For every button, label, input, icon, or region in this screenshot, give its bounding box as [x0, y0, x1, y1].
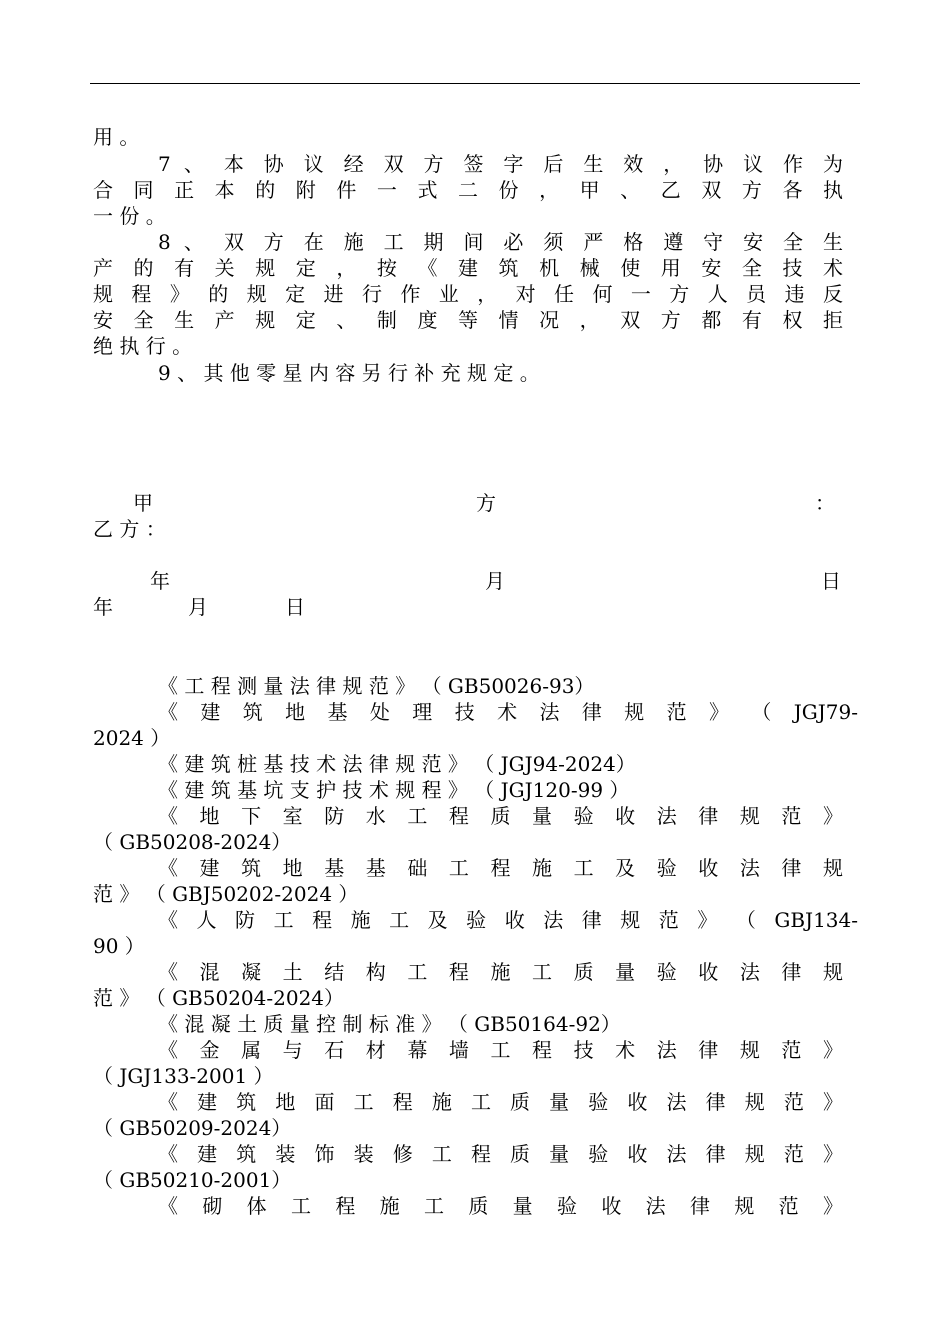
reference-item-cont: 范 》 （ GB50204-2024）	[93, 986, 345, 1010]
reference-item-cont: 范 》 （ GBJ50202-2024 ）	[93, 882, 359, 906]
clause-line: 一 份 。	[93, 204, 166, 228]
reference-item: 《 混 凝 土 质 量 控 制 标 准 》 （ GB50164-92）	[158, 1012, 621, 1036]
reference-item-cont: （ GB50208-2024）	[93, 830, 292, 854]
clause-line: 安 全 生 产 规 定 、 制 度 等 情 况 ， 双 方 都 有 权 拒	[93, 308, 843, 332]
reference-item: 《 建 筑 基 坑 支 护 技 术 规 程 》 （ JGJ120-99 ）	[158, 778, 630, 802]
day-label: 日	[821, 569, 841, 593]
reference-item: 《 建 筑 地 基 处 理 技 术 法 律 规 范 》 （ JGJ79-	[158, 700, 858, 724]
year-label: 年	[93, 595, 113, 619]
party-b-line: 乙 方 ：	[93, 517, 166, 541]
clause-line: 绝 执 行 。	[93, 334, 193, 358]
reference-item: 《 建 筑 装 饰 装 修 工 程 质 量 验 收 法 律 规 范 》	[158, 1142, 843, 1166]
clause-line: 规 程 》 的 规 定 进 行 作 业 ， 对 任 何 一 方 人 员 违 反	[93, 282, 843, 306]
month-label: 月	[485, 569, 505, 593]
reference-item: 《 工 程 测 量 法 律 规 范 》 （ GB50026-93）	[158, 674, 595, 698]
clause-8-line: 8 、 双 方 在 施 工 期 间 必 须 严 格 遵 守 安 全 生	[158, 230, 843, 254]
reference-item: 《 建 筑 地 面 工 程 施 工 质 量 验 收 法 律 规 范 》	[158, 1090, 843, 1114]
reference-item: 《 建 筑 桩 基 技 术 法 律 规 范 》 （ JGJ94-2024）	[158, 752, 636, 776]
reference-item-cont: 2024 ）	[93, 726, 171, 750]
reference-item: 《 建 筑 地 基 基 础 工 程 施 工 及 验 收 法 律 规	[158, 856, 843, 880]
clause-7-line: 7 、 本 协 议 经 双 方 签 字 后 生 效 ， 协 议 作 为	[158, 152, 843, 176]
reference-item-cont: （ GB50210-2001）	[93, 1168, 292, 1192]
reference-item: 《 砌 体 工 程 施 工 质 量 验 收 法 律 规 范 》	[158, 1194, 843, 1218]
party-a-colon: ：	[815, 491, 835, 515]
clause-line: 产 的 有 关 规 定 ， 按 《 建 筑 机 械 使 用 安 全 技 术	[93, 256, 843, 280]
day-label: 日	[285, 595, 305, 619]
reference-item: 《 人 防 工 程 施 工 及 验 收 法 律 规 范 》 （ GBJ134-	[158, 908, 858, 932]
party-a-char: 甲	[133, 491, 153, 515]
date-line-a	[93, 568, 843, 594]
year-label: 年	[150, 569, 170, 593]
reference-item-cont: （ JGJ133-2001 ）	[93, 1064, 274, 1088]
clause-9-line: 9 、 其 他 零 星 内 容 另 行 补 充 规 定 。	[158, 361, 540, 385]
header-rule	[90, 83, 860, 84]
reference-item: 《 地 下 室 防 水 工 程 质 量 验 收 法 律 规 范 》	[158, 804, 843, 828]
reference-item-cont: （ GB50209-2024）	[93, 1116, 292, 1140]
month-label: 月	[188, 595, 208, 619]
clause-line: 合 同 正 本 的 附 件 一 式 二 份 ， 甲 、 乙 双 方 各 执	[93, 178, 843, 202]
party-a-line	[93, 490, 843, 516]
reference-item: 《 混 凝 土 结 构 工 程 施 工 质 量 验 收 法 律 规	[158, 960, 843, 984]
reference-item-cont: 90 ）	[93, 934, 145, 958]
reference-item: 《 金 属 与 石 材 幕 墙 工 程 技 术 法 律 规 范 》	[158, 1038, 843, 1062]
clause-line: 用 。	[93, 125, 140, 149]
date-line-b	[93, 594, 843, 620]
party-a-char: 方	[476, 491, 496, 515]
